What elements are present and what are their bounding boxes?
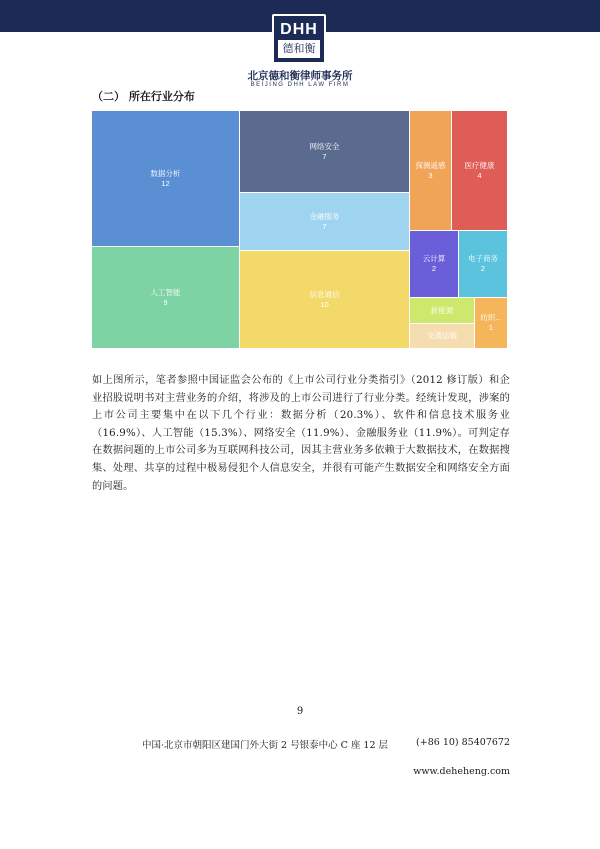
treemap-tile: [92, 247, 240, 349]
industry-treemap: [92, 111, 508, 349]
treemap-tile: [92, 111, 240, 247]
treemap-tile-value: 10: [320, 299, 329, 309]
treemap-tile-label: 数据分析: [150, 168, 181, 178]
firm-name-cn: 北京德和衡律师事务所: [247, 70, 353, 82]
treemap-tile-label: 人工智能: [150, 287, 181, 297]
treemap-tile: [240, 111, 410, 193]
logo-letters: DHH: [278, 20, 320, 39]
treemap-tile-value: 3: [428, 170, 433, 180]
treemap-tile-label: 交通运输: [427, 331, 457, 340]
treemap-tile: [240, 193, 410, 251]
treemap-tile-value: 9: [163, 297, 168, 307]
treemap-tile-label: 纺织...: [480, 313, 502, 322]
section-heading: （二） 所在行业分布: [92, 90, 195, 103]
page-number: 9: [296, 706, 304, 717]
footer-website[interactable]: www.deheheng.com: [413, 766, 510, 777]
treemap-tile: [410, 298, 475, 324]
treemap-tile-label: 信息通信: [309, 289, 340, 299]
treemap-tile: [410, 231, 459, 298]
treemap-tile-value: 1: [488, 323, 494, 332]
body-paragraph: 如上图所示，笔者参照中国证监会公布的《上市公司行业分类指引》（2012 修订版）和企业招股说明书对主营业务的介绍，将涉及的上市公司进行了行业分类。经统计发现，涉案的上市公司主要集中在以下几个行业：数据分析（20.3%）、软件和信息技术服务业（16.9%）、人工智能（15.3%）、网络安全（11.9%）、金融服务业（11.9%）。可判定存在数据问题的上市公司多为互联网科技公司，因其主营业务多依赖于大数据技术，在数据搜集、处理、共享的过程中极易侵犯个人信息安全，并很有可能产生数据安全和网络安全方面的问题。: [92, 375, 510, 492]
treemap-tile-label: 金融服务: [309, 211, 340, 221]
treemap-tile-value: 4: [477, 170, 482, 180]
footer-address: 中国·北京市朝阳区建国门外大街 2 号银泰中心 C 座 12 层: [142, 740, 389, 751]
treemap-tile: [475, 298, 508, 349]
treemap-tile: [410, 324, 475, 349]
treemap-tile-value: 12: [161, 178, 170, 188]
treemap-tile-value: 7: [322, 221, 327, 231]
treemap-tile-label: 新能源: [430, 305, 454, 315]
treemap-tile-value: 7: [322, 151, 327, 161]
treemap-tile: [459, 231, 508, 298]
footer-phone: (+86 10) 85407672: [416, 737, 510, 748]
treemap-tile-label: 云计算: [422, 254, 446, 263]
firm-name-en: BEIJING DHH LAW FIRM: [250, 82, 350, 88]
treemap-tile: [452, 111, 508, 231]
treemap-tile-label: 电子商务: [468, 254, 498, 263]
treemap-tile: [410, 111, 452, 231]
treemap-tile-label: 探测遥感: [415, 160, 446, 170]
treemap-tile-label: 网络安全: [309, 141, 340, 151]
treemap-tile: [240, 251, 410, 349]
treemap-tile-value: 2: [431, 264, 437, 273]
logo-seal: 德和衡: [278, 40, 320, 58]
treemap-tile-value: 2: [480, 264, 486, 273]
firm-logo: [272, 14, 326, 64]
treemap-tile-label: 医疗健康: [464, 160, 495, 170]
